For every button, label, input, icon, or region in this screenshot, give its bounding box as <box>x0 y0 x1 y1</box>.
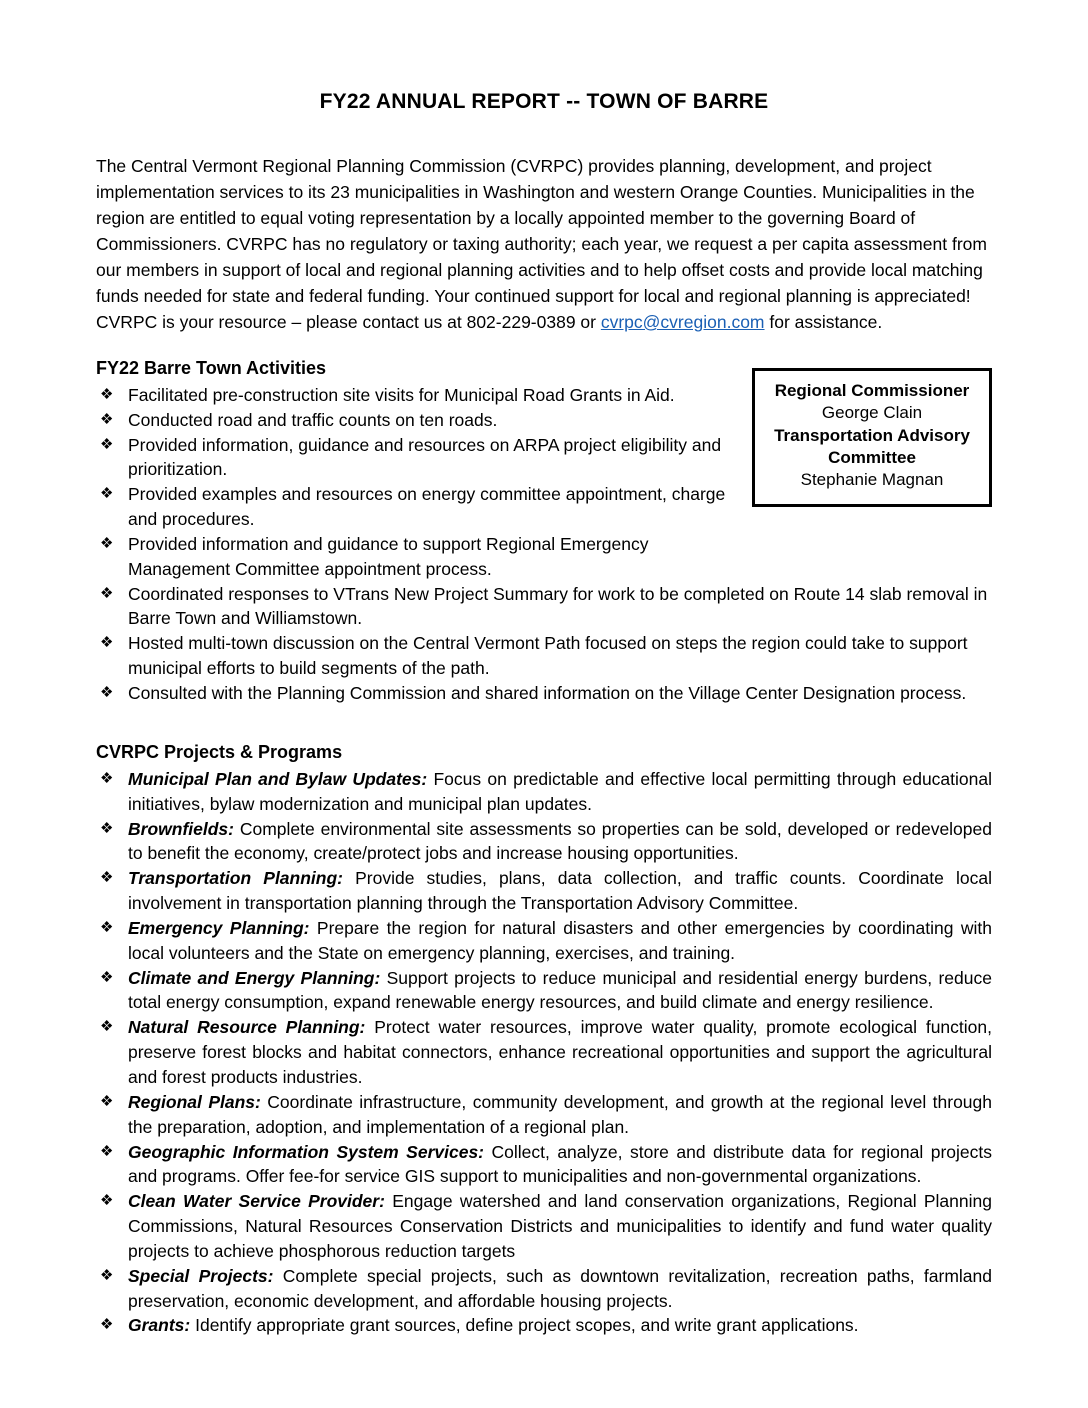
diamond-bullet-icon: ❖ <box>100 684 114 702</box>
intro-text-before-email: The Central Vermont Regional Planning Commission (CVRPC) provides planning, development, and project implementation services to its 23 municipalities in Washington and western Orange Counties. Municipalities in the region are entitled to equal voting representation by a locally appointed member to the governing Board of Commissioners. CVRPC has no regulatory or taxing authority; each year, we request a per capita assessment from our members in support of local and regional planning activities and to help offset costs and provide local matching funds needed for state and federal funding. Your continued support for local and regional planning is appreciated! CVRPC is your resource – please contact us at 802-229-0389 or <box>96 156 987 332</box>
list-item <box>96 582 992 632</box>
section-spacer <box>96 706 992 720</box>
diamond-bullet-icon: ❖ <box>100 1192 114 1210</box>
diamond-bullet-icon: ❖ <box>100 769 114 787</box>
page-title: FY22 ANNUAL REPORT -- TOWN OF BARRE <box>319 90 769 113</box>
activities-heading: FY22 Barre Town Activities <box>96 357 327 378</box>
program-term: Municipal Plan and Bylaw Updates: <box>128 768 428 789</box>
program-term: Grants: <box>128 1315 191 1336</box>
regional-commissioner-title: Regional Commissioner <box>774 381 970 400</box>
diamond-bullet-icon: ❖ <box>100 534 114 552</box>
program-description: Complete special projects, such as downtown revitalization, recreation paths, farmland preservation, economic development, and affordable housing projects. <box>128 1265 992 1311</box>
intro-paragraph <box>96 154 992 336</box>
contact-email-link[interactable]: cvrpc@cvregion.com <box>600 311 765 332</box>
program-term: Regional Plans: <box>128 1091 261 1112</box>
intro-text-after-email: for assistance. <box>764 311 883 332</box>
list-item <box>96 532 992 582</box>
transportation-advisory-committee-title: Transportation Advisory Committee <box>774 426 970 468</box>
program-description: Protect water resources, improve water quality, promote ecological function, preserve forest blocks and habitat connectors, enhance recreational opportunities and support the agricultural and forest products industries. <box>128 1017 992 1087</box>
diamond-bullet-icon: ❖ <box>100 869 114 887</box>
commissioner-info-box <box>752 368 992 507</box>
list-item-text: Consulted with the Planning Commission and shared information on the Village Center Designation process. <box>128 683 967 704</box>
projects-bullet-list <box>96 767 992 1338</box>
diamond-bullet-icon: ❖ <box>100 1316 114 1334</box>
program-description: Focus on predictable and effective local permitting through educational initiatives, bylaw modernization and municipal plan updates. <box>128 768 992 814</box>
list-item-text: Facilitated pre-construction site visits for Municipal Road Grants in Aid. <box>128 384 675 405</box>
program-term: Brownfields: <box>128 818 234 839</box>
list-item <box>96 1090 992 1140</box>
list-item <box>96 966 992 1016</box>
list-item-text: Conducted road and traffic counts on ten roads. <box>128 409 498 430</box>
diamond-bullet-icon: ❖ <box>100 435 114 453</box>
list-item <box>96 866 992 916</box>
list-item-text: Provided information, guidance and resources on ARPA project eligibility and prioritization. <box>128 434 722 480</box>
program-term: Climate and Energy Planning: <box>128 967 381 988</box>
list-item <box>96 1189 992 1264</box>
list-item <box>96 1015 992 1090</box>
program-term: Clean Water Service Provider: <box>128 1191 385 1212</box>
projects-section <box>96 767 992 1338</box>
diamond-bullet-icon: ❖ <box>100 1142 114 1160</box>
program-description: Coordinate infrastructure, community development, and growth at the regional level through the preparation, adoption, and implementation of a regional plan. <box>128 1091 992 1137</box>
list-item <box>96 1313 992 1338</box>
regional-commissioner-name: George Clain <box>821 403 923 423</box>
list-item <box>96 681 992 706</box>
program-description: Collect, analyze, store and distribute data for regional projects and programs. Offer fee-for service GIS support to municipalities and non-governmental organizations. <box>128 1141 992 1187</box>
transportation-advisory-committee-name: Stephanie Magnan <box>800 470 944 490</box>
diamond-bullet-icon: ❖ <box>100 385 114 403</box>
diamond-bullet-icon: ❖ <box>100 1018 114 1036</box>
list-item-text: Provided examples and resources on energy committee appointment, charge and procedures. <box>128 484 726 530</box>
program-term: Geographic Information System Services: <box>128 1141 485 1162</box>
list-item <box>96 916 992 966</box>
program-description: Identify appropriate grant sources, define project scopes, and write grant applications. <box>190 1315 859 1336</box>
list-item <box>96 1264 992 1314</box>
program-term: Special Projects: <box>128 1265 274 1286</box>
list-item-text: Coordinated responses to VTrans New Project Summary for work to be completed on Route 14 slab removal in Barre Town and Williamstown. <box>128 583 988 629</box>
projects-heading: CVRPC Projects & Programs <box>96 741 343 762</box>
diamond-bullet-icon: ❖ <box>100 819 114 837</box>
list-item-text: Hosted multi-town discussion on the Central Vermont Path focused on steps the region could take to support municipal efforts to build segments of the path. <box>128 633 968 679</box>
program-term: Natural Resource Planning: <box>128 1017 366 1038</box>
diamond-bullet-icon: ❖ <box>100 485 114 503</box>
program-description: Support projects to reduce municipal and residential energy burdens, reduce total energy consumption, expand renewable energy resources, and build climate and energy resilience. <box>128 967 992 1013</box>
diamond-bullet-icon: ❖ <box>100 1092 114 1110</box>
diamond-bullet-icon: ❖ <box>100 584 114 602</box>
list-item <box>96 631 992 681</box>
list-item <box>96 767 992 817</box>
program-term: Transportation Planning: <box>128 868 343 889</box>
list-item <box>96 1140 992 1190</box>
list-item <box>96 817 992 867</box>
diamond-bullet-icon: ❖ <box>100 968 114 986</box>
diamond-bullet-icon: ❖ <box>100 410 114 428</box>
program-term: Emergency Planning: <box>128 917 310 938</box>
program-description: Complete environmental site assessments so properties can be sold, developed or redeveloped to benefit the economy, create/protect jobs and increase housing opportunities. <box>128 818 992 864</box>
diamond-bullet-icon: ❖ <box>100 918 114 936</box>
diamond-bullet-icon: ❖ <box>100 634 114 652</box>
program-description: Prepare the region for natural disasters and other emergencies by coordinating with local volunteers and the State on emergency planning, exercises, and training. <box>128 917 992 963</box>
list-item-text: Provided information and guidance to support Regional Emergency Management Committee appointment process. <box>128 533 649 579</box>
program-description: Provide studies, plans, data collection, and traffic counts. Coordinate local involvement in transportation planning through the Transportation Advisory Committee. <box>128 868 992 914</box>
program-description: Engage watershed and land conservation organizations, Regional Planning Commissions, Natural Resources Conservation Districts and municipalities to identify and fund water quality projects to achieve phosphorous reduction targets <box>128 1191 992 1261</box>
diamond-bullet-icon: ❖ <box>100 1266 114 1284</box>
